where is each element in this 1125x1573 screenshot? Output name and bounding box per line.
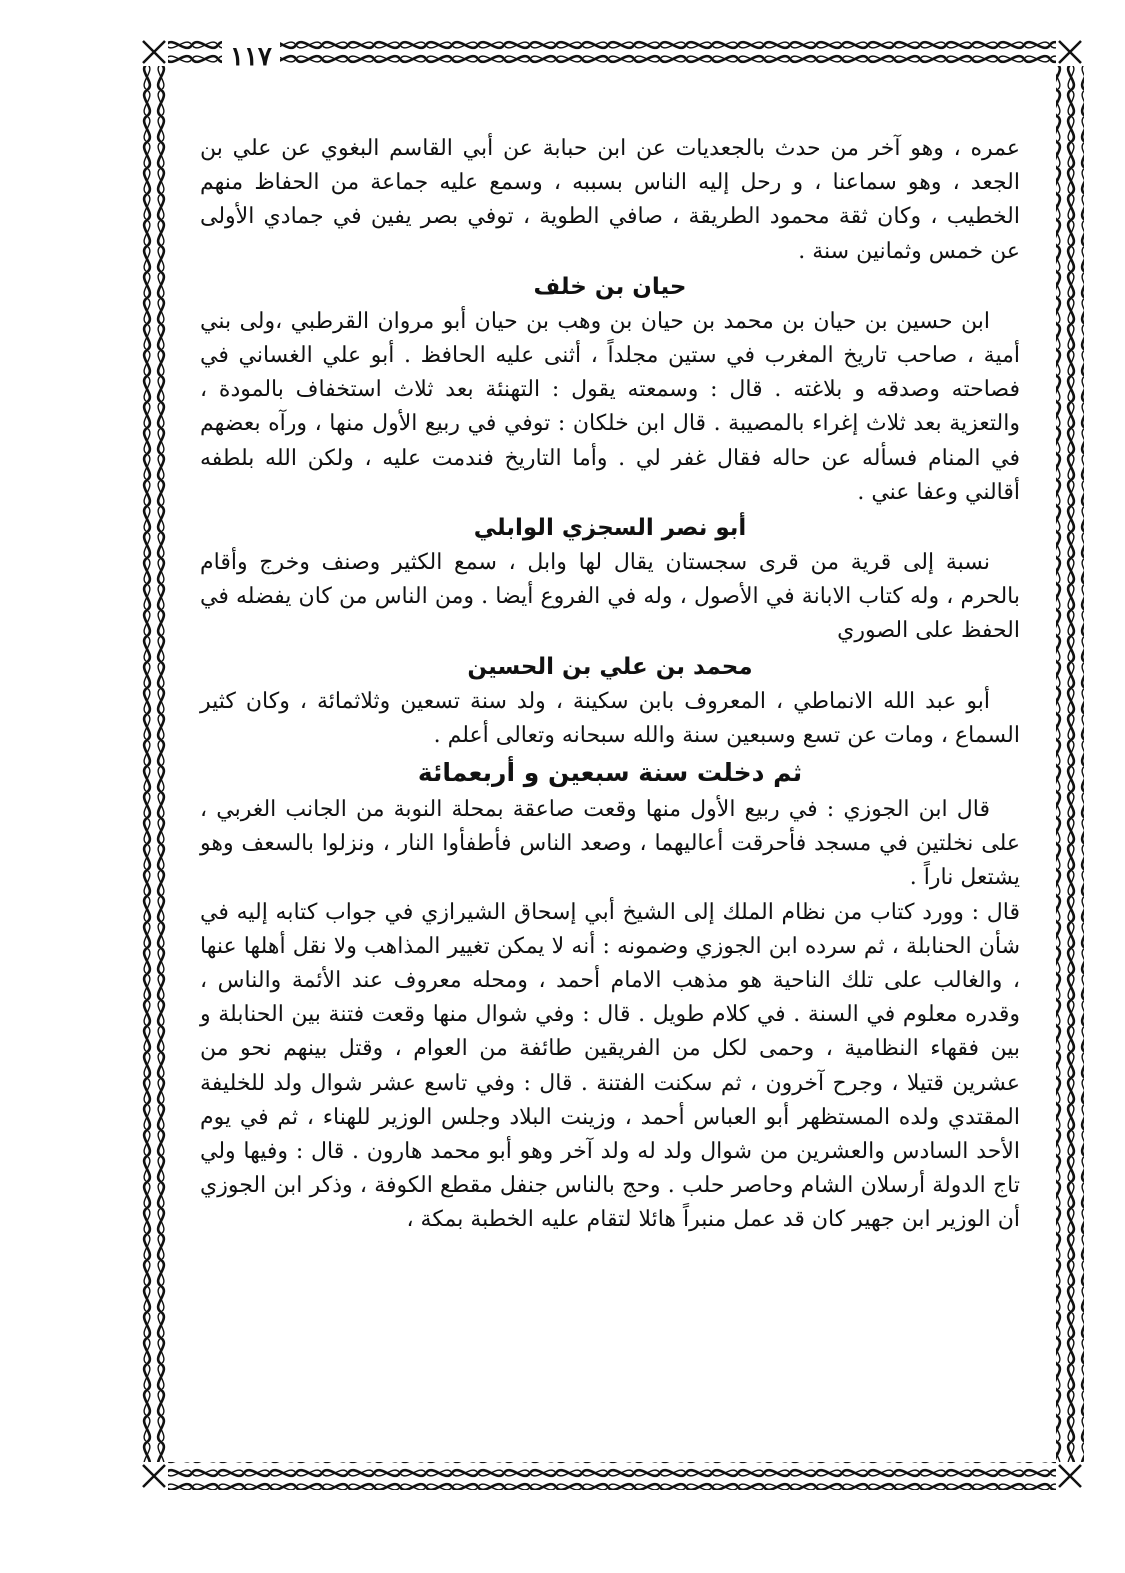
section-heading: محمد بن علي بن الحسين bbox=[467, 653, 753, 680]
paragraph: عمره ، وهو آخر من حدث بالجعديات عن ابن حبابة عن أبي القاسم البغوي عن علي بن الجعد ، وهو سماعنا ، و رحل إليه الناس بسببه ، وسمع عليه جماعة من الحفاظ منهم الخطيب ، وكان ثقة محمود الطريقة ، صافي الطوية ، توفي بصر يفين في جمادي الأولى عن خمس وثمانين سنة . bbox=[200, 136, 1020, 264]
paragraph: نسبة إلى قرية من قرى سجستان يقال لها وابل ، سمع الكثير وصنف وخرج وأقام بالحرم ، وله كتاب الابانة في الأصول ، وله في الفروع أيضا . ومن الناس من كان يفضله في الحفظ على الصوري bbox=[200, 550, 1020, 644]
section-heading: حيان بن خلف bbox=[533, 273, 687, 300]
year-heading: ثم دخلت سنة سبعين و أربعمائة bbox=[417, 758, 803, 788]
page-body bbox=[200, 132, 1020, 1238]
page-number: ١١٧ bbox=[222, 40, 280, 74]
paragraph: قال : وورد كتاب من نظام الملك إلى الشيخ أبي إسحاق الشيرازي في جواب كتابه إليه في شأن الحنابلة ، ثم سرده ابن الجوزي وضمونه : أنه لا يمكن تغيير المذاهب ولا نقل أهلها عنها ، والغالب على تلك الناحية هو مذهب الامام أحمد ، ومحله معروف عند الأئمة والناس ، وقدره معلوم في السنة . في كلام طويل . قال : وفي شوال منها وقعت فتنة بين الحنابلة و بين فقهاء النظامية ، وحمى لكل من الفريقين طائفة من العوام ، وقتل بينهم نحو من عشرين قتيلا ، وجرح آخرون ، ثم سكنت الفتنة . قال : وفي تاسع عشر شوال ولد للخليفة المقتدي ولده المستظهر أبو العباس أحمد ، وزينت البلاد وجلس الوزير للهناء ، ثم في يوم الأحد السادس والعشرين من شوال ولد له ولد آخر وهو أبو محمد هارون . قال : وفيها ولي تاج الدولة أرسلان الشام وحاصر حلب . وحج بالناس جنفل مقطع الكوفة ، وذكر ابن الجوزي أن الوزير ابن جهير كان قد عمل منبراً هائلا لتقام عليه الخطبة بمكة ، bbox=[200, 899, 1020, 1233]
section-heading: أبو نصر السجزي الوابلي bbox=[473, 515, 747, 542]
paragraph: أبو عبد الله الانماطي ، المعروف بابن سكينة ، ولد سنة تسعين وثلاثمائة ، وكان كثير السماع ، ومات عن تسع وسبعين سنة والله سبحانه وتعالى أعلم . bbox=[200, 688, 1020, 748]
paragraph: ابن حسين بن حيان بن محمد بن حيان بن وهب بن حيان أبو مروان القرطبي ،ولى بني أمية ، صاحب تاريخ المغرب في ستين مجلداً ، أثنى عليه الحافظ . أبو علي الغساني في فصاحته وصدقه و بلاغته . قال : وسمعته يقول : التهنئة بعد ثلاث استخفاف بالمودة ، والتعزية بعد ثلاث إغراء بالمصيبة . قال ابن خلكان : توفي في ربيع الأول منها ، ورآه بعضهم في المنام فسأله عن حاله فقال غفر لي . وأما التاريخ فندمت عليه ، ولكن الله بلطفه أقالني وعفا عني . bbox=[200, 308, 1020, 505]
paragraph: قال ابن الجوزي : في ربيع الأول منها وقعت صاعقة بمحلة النوبة من الجانب الغربي ، على نخلتين في مسجد فأحرقت أعاليهما ، وصعد الناس فأطفأوا النار ، ونزلوا بالسعف وهو يشتعل ناراً . bbox=[200, 797, 1020, 891]
